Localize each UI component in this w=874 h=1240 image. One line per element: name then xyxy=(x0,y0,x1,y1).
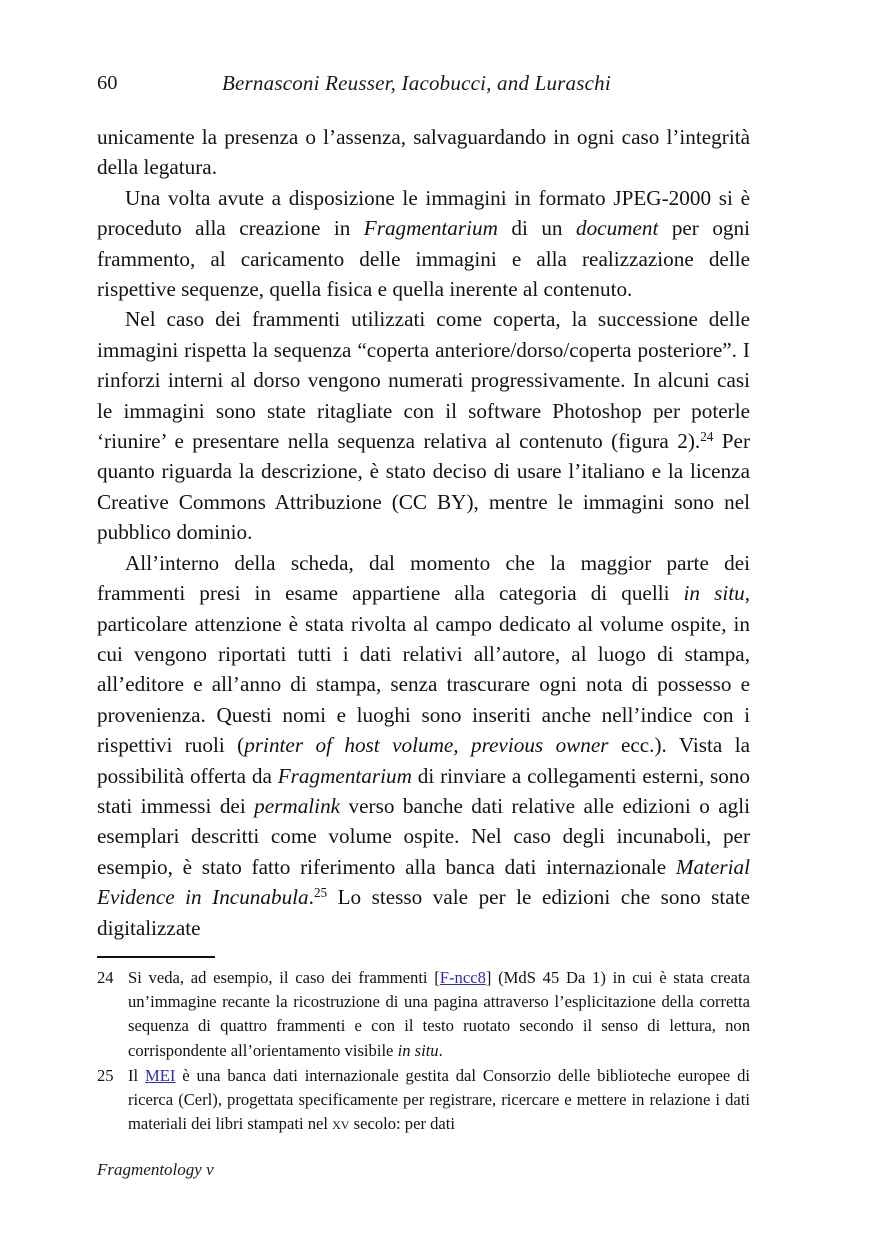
text-run: di un xyxy=(497,216,576,241)
footnote-item xyxy=(97,966,750,1063)
italic-run: Fragmentarium xyxy=(363,216,498,241)
body-paragraph xyxy=(97,548,750,943)
running-head xyxy=(97,68,750,98)
external-link[interactable]: F-ncc8 xyxy=(439,968,486,987)
text-run: per ogni frammento, al caricamento delle immagini e alla realizzazione delle rispettive sequenze, quella fisica e quella inerente al contenuto. xyxy=(97,216,750,302)
text-run: unicamente la presenza o l’assenza, salvaguardando in ogni caso l’integrità della legatura. xyxy=(97,125,750,180)
running-head-authors: Bernasconi Reusser, Iacobucci, and Luraschi xyxy=(222,71,611,95)
body-paragraph xyxy=(97,122,750,183)
body-paragraph xyxy=(97,304,750,547)
body-text xyxy=(97,122,750,943)
italic-run: in situ xyxy=(397,1040,439,1060)
italic-run: document xyxy=(575,216,659,241)
external-link[interactable]: MEI xyxy=(145,1065,176,1085)
small-caps-run: xv xyxy=(332,1114,350,1134)
footnote-item xyxy=(97,1064,750,1137)
text-run: Per quanto riguarda la descrizione, è stato deciso di usare l’italiano e la licenza Creative Commons Attribuzione (CC BY), mentre le immagini sono nel pubblico dominio. xyxy=(97,429,750,545)
italic-run: Material Evidence in Incunabula xyxy=(97,854,750,910)
text-run: di rinviare a collegamenti esterni, sono stati immessi dei xyxy=(97,763,750,818)
text-run: ecc.). Vista la possibilità offerta da xyxy=(97,733,750,788)
footnote-number: 25 xyxy=(97,1065,114,1085)
footnotes-section xyxy=(97,966,750,1137)
text-run: . xyxy=(438,1040,443,1060)
footnote-marker: 25 xyxy=(313,885,328,901)
text-run: Il xyxy=(128,1065,146,1085)
footnote-separator-rule xyxy=(97,956,215,958)
text-run: verso banche dati relative alle edizioni o agli esemplari descritti come volume ospite. Nel caso degli incunaboli, per esempio, è stato fatto riferimento alla banca dati internazionale xyxy=(97,793,750,879)
italic-run: Fragmentarium xyxy=(277,763,412,788)
footnote-number: 24 xyxy=(97,968,114,987)
text-run: ] (MdS 45 Da 1) in cui è stata creata un’immagine recante la ricostruzione di una pagina attraverso l’esplicitazione della corretta sequenza di quattro frammenti e con il testo ruotato secondo il senso di lettura, non corrispondente all’orientamento visibile xyxy=(128,968,751,1060)
text-run: è una banca dati internazionale gestita dal Consorzio delle biblioteche europee di ricerca (Cerl), progettata specificamente per registrare, ricercare e mettere in relazione i dati materiali dei libri stampati nel xyxy=(128,1065,750,1134)
text-run: Lo stesso vale per le edizioni che sono state digitalizzate xyxy=(97,885,750,940)
page-footer: Fragmentology v xyxy=(97,1160,214,1179)
body-paragraph xyxy=(97,183,750,305)
text-run: secolo: per dati xyxy=(349,1114,456,1134)
text-run: Si veda, ad esempio, il caso dei frammenti [ xyxy=(128,968,440,987)
text-run: . xyxy=(308,885,314,910)
footnote-marker: 24 xyxy=(700,429,714,445)
italic-run: in situ xyxy=(683,581,745,606)
page-number: 60 xyxy=(97,72,118,94)
text-run: Una volta avute a disposizione le immagini in formato JPEG-2000 si è proceduto alla creazione in xyxy=(97,185,750,241)
italic-run: permalink xyxy=(254,793,341,818)
italic-run: printer of host volume, previous owner xyxy=(244,733,609,758)
text-run: Nel caso dei frammenti utilizzati come coperta, la successione delle immagini rispetta la sequenza “coperta anteriore/dorso/coperta posteriore”. I rinforzi interni al dorso vengono numerati progressivamente. In alcuni casi le immagini sono state ritagliate con il software Photoshop per poterle ‘riunire’ e presentare nella sequenza relativa al contenuto (figura 2). xyxy=(97,307,750,454)
text-run: All’interno della scheda, dal momento che la maggior parte dei frammenti presi in esame appartiene alla categoria di quelli xyxy=(97,550,750,606)
text-run: , particolare attenzione è stata rivolta al campo dedicato al volume ospite, in cui vengono riportati tutti i dati relativi all’autore, al luogo di stampa, all’editore e all’anno di stampa, senza trascurare ogni nota di possesso e provenienza. Questi nomi e luoghi sono inseriti anche nell’indice con i rispettivi ruoli ( xyxy=(97,581,750,758)
